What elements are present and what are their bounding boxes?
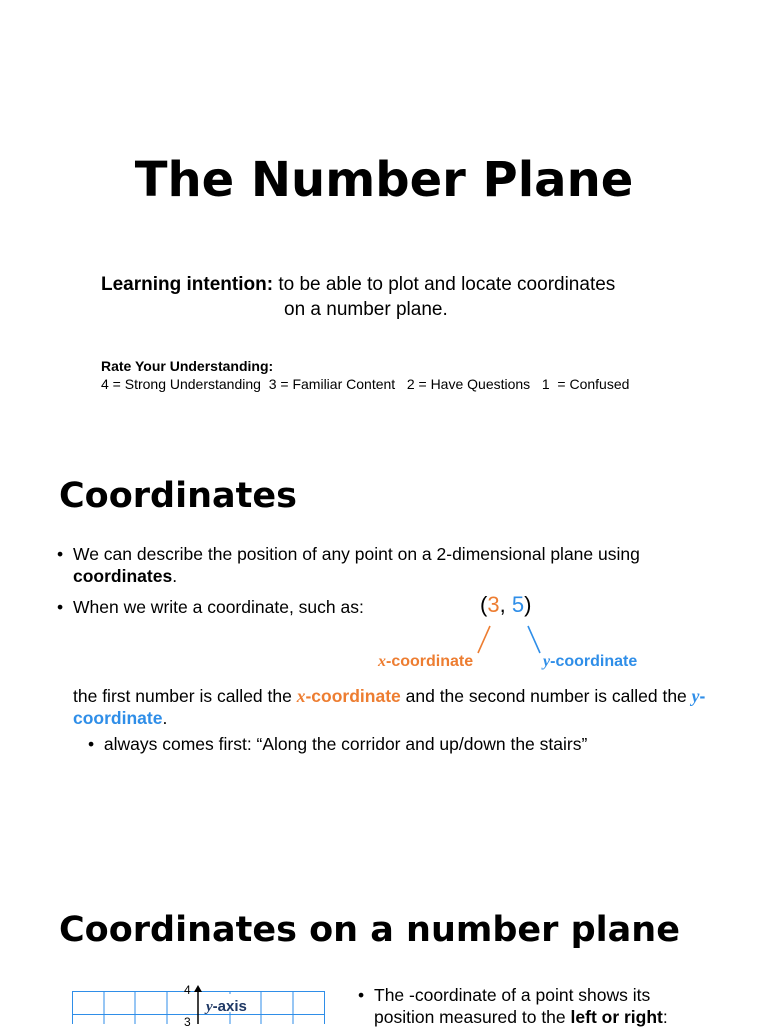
plane-bullet-line2: position measured to the xyxy=(374,1007,571,1027)
x-var: x xyxy=(378,653,386,670)
example-y-value: 5 xyxy=(511,592,525,617)
bullet-x-coordinate-meaning xyxy=(358,984,738,1028)
number-plane-grid xyxy=(72,984,328,1024)
example-x-value: 3 xyxy=(487,592,500,617)
para-text: and the second number is called the xyxy=(400,686,692,706)
para-y-text: -coordinate xyxy=(73,686,706,728)
bullet-text: When we write a coordinate, such as: xyxy=(73,597,364,617)
rate-understanding xyxy=(101,357,629,393)
bullet-dot: • xyxy=(57,544,64,564)
x-coordinate-label xyxy=(378,653,473,671)
y-arrow xyxy=(528,626,540,653)
learning-intention-text-2: on a number plane. xyxy=(284,299,448,320)
bullet-coordinates-definition xyxy=(57,543,737,587)
x-label-text: -coordinate xyxy=(386,653,474,670)
y-var: y xyxy=(543,653,551,670)
axis-var: y xyxy=(206,999,213,1015)
tick-label-4: 4 xyxy=(184,983,191,997)
y-axis-arrowhead xyxy=(194,985,202,992)
para-text: the first number is called the xyxy=(73,686,297,706)
rate-heading: Rate Your Understanding: xyxy=(101,358,274,374)
tick-label-3: 3 xyxy=(184,1015,191,1029)
axis-label-text: -axis xyxy=(212,998,247,1015)
number-plane-heading: Coordinates on a number plane xyxy=(59,910,680,950)
bullet-text: We can describe the position of any point on a 2-dimensional plane using xyxy=(73,544,640,564)
bullet-dot: • xyxy=(57,597,64,617)
bullet-punct: . xyxy=(172,566,178,586)
rate-scale: 4 = Strong Understanding 3 = Familiar Content 2 = Have Questions 1 = Confused xyxy=(101,376,630,392)
y-label-text: -coordinate xyxy=(550,653,638,670)
sub-bullet-text: always comes first: “Along the corridor and up/down the stairs” xyxy=(103,734,588,754)
bullet-bold-term: coordinates xyxy=(73,566,173,586)
para-y-var: y xyxy=(691,686,700,706)
plane-bullet-bold: left or right xyxy=(570,1007,663,1027)
learning-intention xyxy=(101,272,615,322)
para-x-text: -coordinate xyxy=(305,686,401,706)
plane-bullet-punct: : xyxy=(662,1007,668,1027)
bullet-dot: • xyxy=(358,985,365,1005)
coordinates-heading: Coordinates xyxy=(59,476,297,516)
bullet-dot: • xyxy=(88,734,95,754)
coordinate-example xyxy=(480,592,531,618)
plane-bullet-line1: The -coordinate of a point shows its xyxy=(374,985,651,1005)
bullet-write-coordinate xyxy=(57,596,737,618)
x-arrow xyxy=(478,626,490,653)
learning-intention-text: to be able to plot and locate coordinates xyxy=(273,274,616,295)
pointer-arrows xyxy=(470,620,550,656)
y-axis-label xyxy=(206,998,247,1016)
paren-open: ( xyxy=(480,592,488,617)
paren-close: ) xyxy=(524,592,532,617)
page-title: The Number Plane xyxy=(134,152,634,208)
para-punct: . xyxy=(162,708,168,728)
example-comma: , xyxy=(499,592,512,617)
sub-bullet-always-first xyxy=(88,734,587,755)
para-x-var: x xyxy=(296,686,306,706)
learning-intention-label: Learning intention: xyxy=(101,274,274,295)
coordinate-explanation xyxy=(73,685,733,729)
y-coordinate-label xyxy=(543,653,637,671)
